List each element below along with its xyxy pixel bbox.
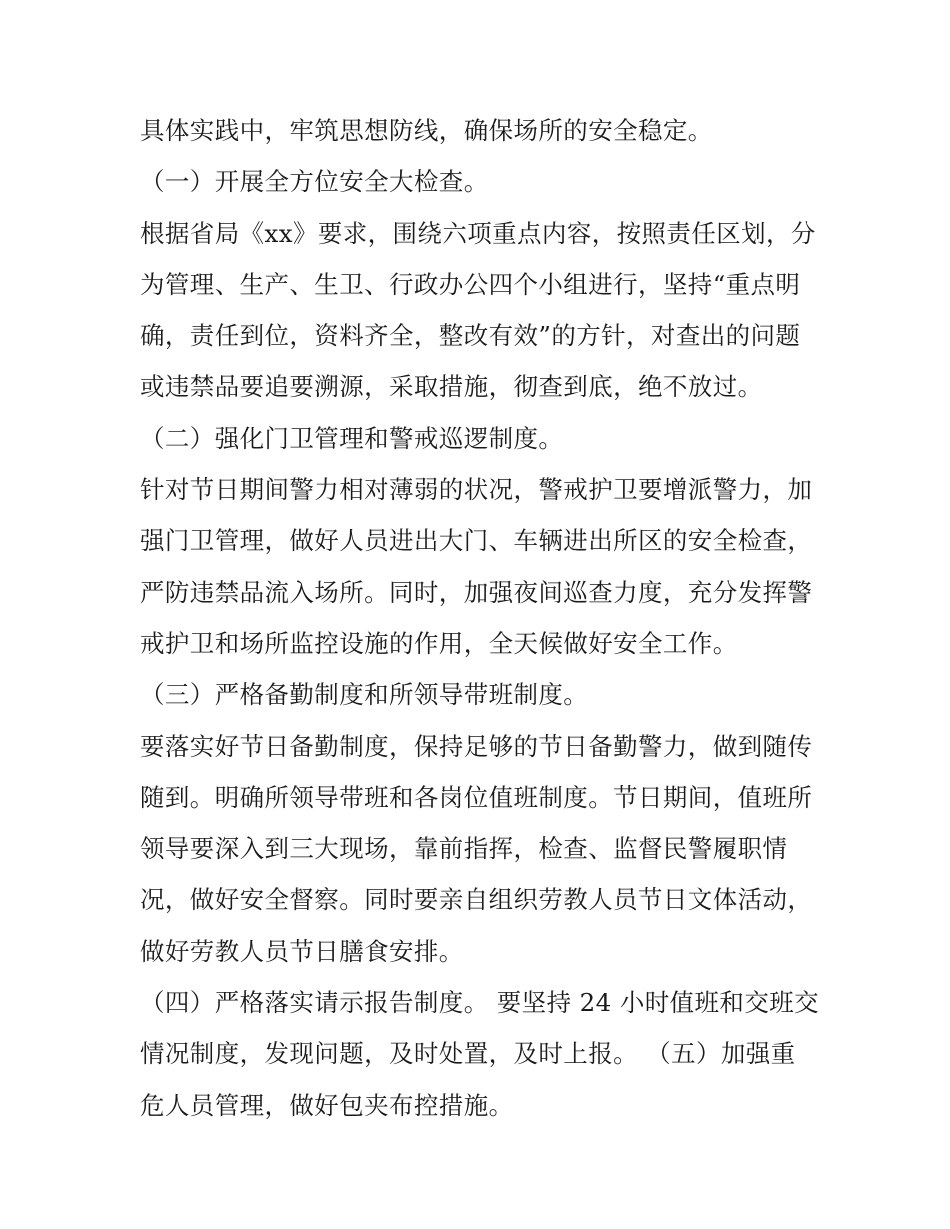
body-line: 针对节日期间警力相对薄弱的状况，警戒护卫要增派警力，加 — [140, 475, 813, 505]
document-body — [140, 105, 820, 1131]
body-line: 严防违禁品流入场所。同时，加强夜间巡查力度，充分发挥警 — [140, 577, 813, 607]
body-line: 强门卫管理，做好人员进出大门、车辆进出所区的安全检查， — [140, 526, 813, 556]
body-line: 随到。明确所领导带班和各岗位值班制度。节日期间，值班所 — [140, 782, 813, 812]
body-line: 情况制度，发现问题，及时处置，及时上报。 （五）加强重 — [140, 1039, 796, 1069]
body-line: 况，做好安全督察。同时要亲自组织劳教人员节日文体活动， — [140, 885, 813, 915]
body-line: 戒护卫和场所监控设施的作用，全天候做好安全工作。 — [140, 628, 738, 658]
body-line: 要落实好节日备勤制度，保持足够的节日备勤警力，做到随传 — [140, 731, 813, 761]
body-line: 领导要深入到三大现场，靠前指挥，检查、监督民警履职情 — [140, 834, 788, 864]
section-heading-4: （四）严格落实请示报告制度。 要坚持 24 小时值班和交班交 — [140, 988, 820, 1018]
body-line: 具体实践中，牢筑思想防线，确保场所的安全稳定。 — [140, 116, 713, 145]
body-line: 为管理、生产、生卫、行政办公四个小组进行，坚持“重点明 — [140, 269, 801, 299]
body-line: 根据省局《xx》要求，围绕六项重点内容，按照责任区划，分 — [140, 218, 816, 248]
section-heading-2: （二）强化门卫管理和警戒巡逻制度。 — [140, 423, 564, 453]
body-line: 或违禁品要追要溯源，采取措施，彻查到底，绝不放过。 — [140, 372, 763, 402]
body-line: 危人员管理，做好包夹布控措施。 — [140, 1090, 514, 1120]
section-heading-1: （一）开展全方位安全大检查。 — [140, 167, 489, 197]
section-heading-3: （三）严格备勤制度和所领导带班制度。 — [140, 680, 589, 710]
body-line: 做好劳教人员节日膳食安排。 — [140, 936, 464, 966]
body-line: 确，责任到位，资料齐全，整改有效”的方针，对查出的问题 — [140, 321, 801, 351]
